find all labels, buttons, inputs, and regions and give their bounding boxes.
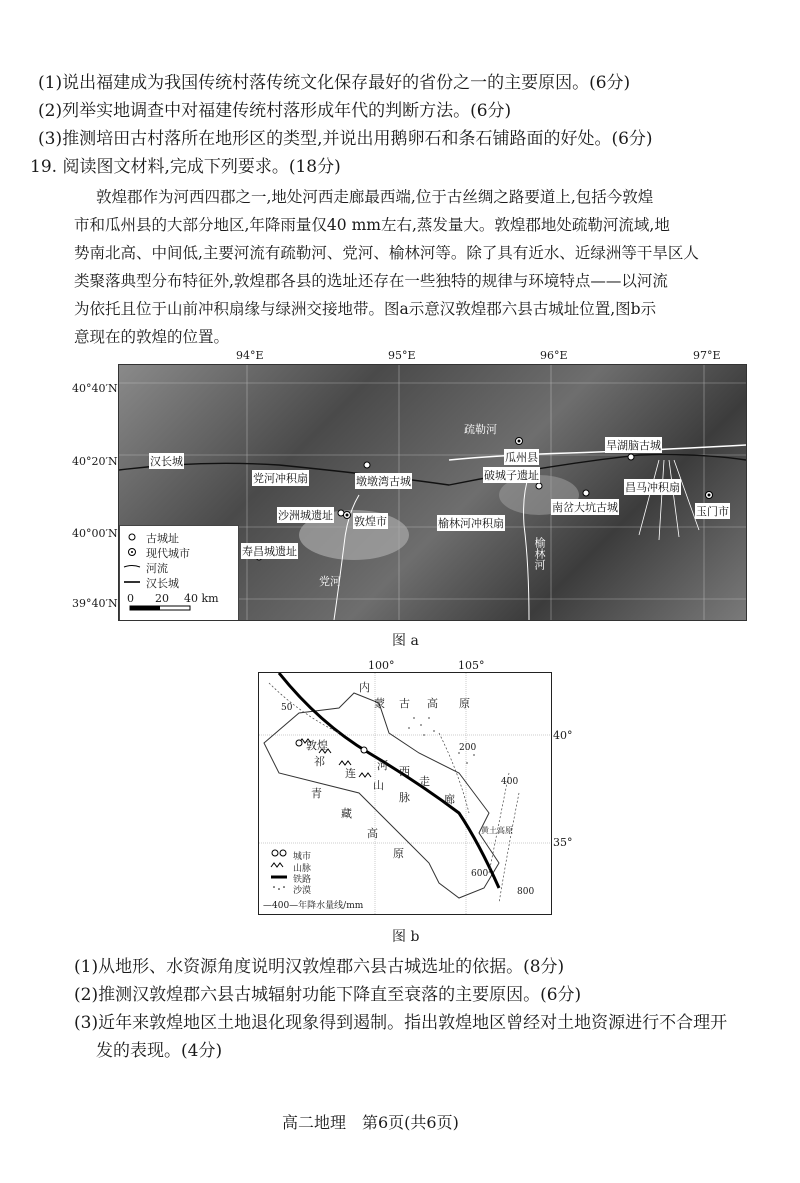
label-dunhuang-city: 敦煌市 [354,515,387,528]
legend-railway: 铁路 [293,875,312,885]
question-19-3: (3)近年来敦煌地区土地退化现象得到遏制。指出敦煌地区曾经对土地资源进行不合理开 [74,1013,728,1033]
figure-a-satellite-map [118,364,747,621]
label-meng: 蒙 [374,697,385,710]
shule-river [449,445,746,460]
label-zou: 走 [419,775,430,788]
label-changma-fan: 昌马冲积扇 [625,481,680,494]
label-guazhou: 瓜州县 [505,451,538,464]
paragraph-line: 意现在的敦煌的位置。 [74,328,230,346]
label-shazhou: 沙洲城遗址 [278,509,333,522]
legend-modern-city: 现代城市 [146,547,190,560]
question-18-1: (1)说出福建成为我国传统村落传统文化保存最好的省份之一的主要原因。(6分) [38,73,631,93]
label-mai: 脉 [399,791,410,804]
lat-label: 40°00′N [72,527,118,540]
question-19-title: 19. 阅读图文材料,完成下列要求。(18分) [30,157,341,177]
paragraph-line: 市和瓜州县的大部分地区,年降雨量仅40 mm左右,蒸发量大。敦煌郡地处疏勒河流域,地 [74,216,670,234]
legend-isohyet: —400—年降水量线/mm [263,901,364,911]
figure-a-legend [119,525,239,621]
label-qi: 祁 [314,755,325,768]
legend-ancient-city: 古城址 [146,532,179,545]
scale-20: 20 [155,592,169,605]
label-shule-river: 疏勒河 [464,423,497,436]
scale-0: 0 [127,592,134,605]
question-18-3: (3)推测培田古村落所在地形区的类型,并说出用鹅卵石和条石铺路面的好处。(6分) [38,129,653,149]
label-nei: 内 [359,681,370,694]
label-yulinhe-fan: 榆林河冲积扇 [438,517,504,530]
label-qing: 青 [311,787,322,800]
isohyet-200: 200 [459,743,477,753]
label-shouchang: 寿昌城遗址 [242,545,297,558]
paragraph-line: 势南北高、中间低,主要河流有疏勒河、党河、榆林河等。除了具有近水、近绿洲等干旱区人 [74,244,699,262]
paragraph-line: 为依托且位于山前冲积扇缘与绿洲交接地带。图a示意汉敦煌郡六县古城址位置,图b示 [74,300,657,318]
label-lian: 连 [345,767,356,780]
question-19-1: (1)从地形、水资源角度说明汉敦煌郡六县古城选址的依据。(8分) [74,957,565,977]
label-nanchadakeng: 南岔大坑古城 [552,501,618,514]
question-19-2: (2)推测汉敦煌郡六县古城辐射功能下降直至衰落的主要原因。(6分) [74,985,582,1005]
label-yumen: 玉门市 [696,505,729,518]
figure-b-caption: 图 b [392,929,420,945]
label-yuan: 原 [459,697,470,710]
label-yuan2: 原 [393,847,404,860]
lon-label-b: 105° [458,659,485,672]
legend-river: 河流 [146,562,168,575]
lat-label: 40°20′N [72,455,118,468]
label-gao: 高 [427,697,438,710]
label-xi: 西 [399,765,410,778]
isohyet-800: 800 [517,887,535,897]
lat-label: 39°40′N [72,597,118,610]
question-18-2: (2)列举实地调查中对福建传统村落形成年代的判断方法。(6分) [38,101,512,121]
lat-label-b: 40° [553,729,573,742]
label-gu: 古 [399,697,410,710]
lat-label-b: 35° [553,836,573,849]
lon-label: 94°E [236,349,264,362]
label-great-wall: 汉长城 [150,455,183,468]
label-yulin-river: 榆林河 [533,537,546,570]
isohyet-400: 400 [501,777,519,787]
label-dunhuang: 敦煌 [306,739,328,752]
label-lang: 廊 [444,793,455,806]
label-he: 河 [377,759,388,772]
legend-great-wall: 汉长城 [146,577,179,590]
lon-label-b: 100° [368,659,395,672]
label-pochengzi: 破城子遗址 [484,469,539,482]
paragraph-line: 类聚落典型分布特征外,敦煌郡各县的选址还存在一些独特的规律与环境特点——以河流 [74,272,668,290]
figure-b-location-map [258,672,552,915]
lon-label: 95°E [388,349,416,362]
paragraph-line: 敦煌郡作为河西四郡之一,地处河西走廊最西端,位于古丝绸之路要道上,包括今敦煌 [96,188,654,206]
lon-label: 96°E [540,349,568,362]
legend-desert: 沙漠 [293,886,312,896]
label-zang: 藏 [341,807,352,820]
scale-40: 40 km [184,592,219,605]
label-danghe-fan: 党河冲积扇 [253,472,308,485]
lon-label: 97°E [693,349,721,362]
legend-city: 城市 [293,852,312,862]
question-19-3-cont: 发的表现。(4分) [96,1041,223,1061]
legend-mountain: 山脉 [293,864,312,874]
label-hanhunao: 旱湖脑古城 [606,439,661,452]
label-huangtu: 黄土高原 [481,826,513,835]
label-dundunwan: 墩墩湾古城 [356,475,411,488]
label-shan: 山 [373,779,384,792]
label-gao2: 高 [367,827,378,840]
isohyet-50: 50 [281,703,293,713]
figure-a-caption: 图 a [392,633,419,649]
page-footer: 高二地理 第6页(共6页) [282,1113,459,1132]
label-dang-river: 党河 [319,575,341,588]
lat-label: 40°40′N [72,382,118,395]
isohyet-600: 600 [471,869,489,879]
